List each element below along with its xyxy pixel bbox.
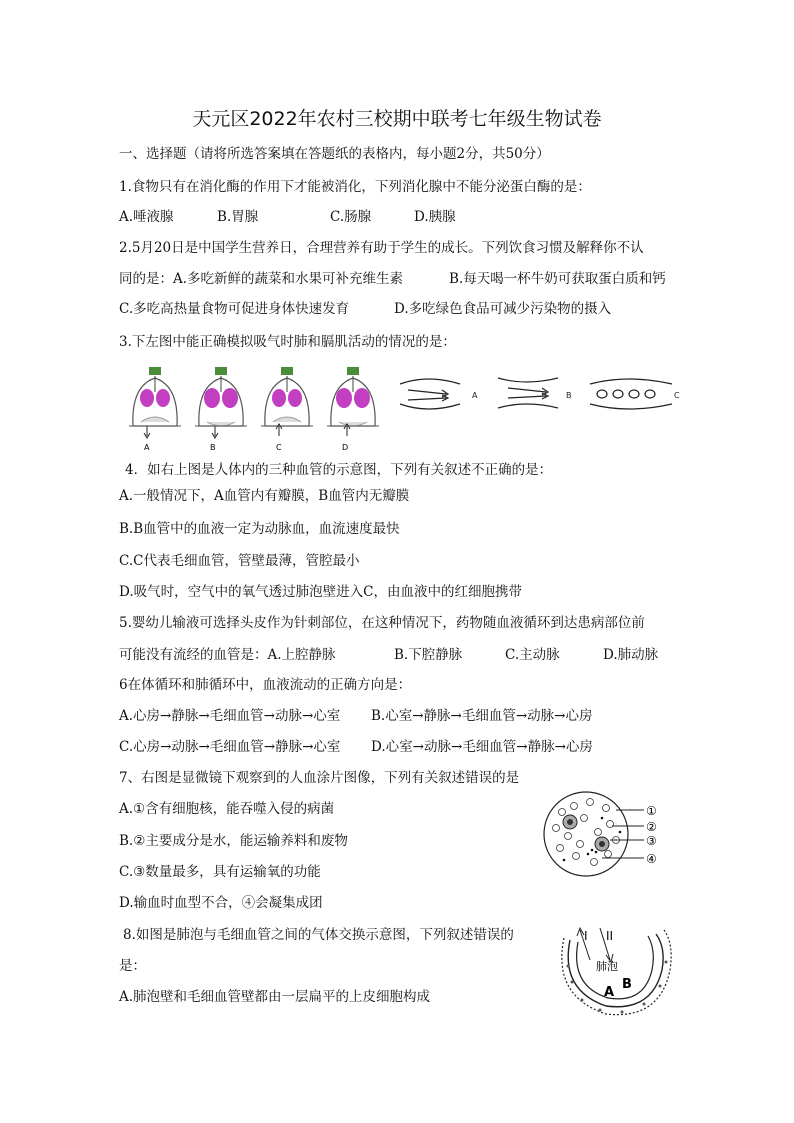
label-alveolus: 肺泡 <box>596 960 618 973</box>
q6-stem: 6在体循环和肺循环中，血液流动的正确方向是： <box>119 677 412 693</box>
q5-stem-2 <box>119 646 658 664</box>
label-4: ④ <box>646 852 657 866</box>
q6-options-cd <box>119 738 593 756</box>
bell-jar-model-c <box>261 367 313 452</box>
q1-option-a: A.唾液腺 <box>119 209 174 225</box>
bell-jar-model-a <box>129 367 181 452</box>
q2-stem-2 <box>119 270 666 288</box>
q8-stem-1: 8.如图是肺泡与毛细血管之间的气体交换示意图，下列叙述错误的 <box>123 927 514 943</box>
q2-option-b: B.每天喝一杯牛奶可获取蛋白质和钙 <box>449 271 666 287</box>
q7-stem: 7、右图是显微镜下观察到的人血涂片图像，下列有关叙述错误的是 <box>119 770 520 786</box>
label-a: A <box>604 985 615 1000</box>
q3-stem: 3.下左图中能正确模拟吸气时肺和膈肌活动的情况的是： <box>119 334 456 350</box>
vessel-b-label: B <box>566 391 572 400</box>
q4-option-c: C.C代表毛细血管，管壁最薄，管腔最小 <box>119 553 360 569</box>
section-heading: 一、选择题（请将所选答案填在答题纸的表格内，每小题2分，共50分） <box>119 146 550 162</box>
q2-option-c: C.多吃高热量食物可促进身体快速发育 <box>119 301 350 317</box>
q1-options <box>119 208 456 226</box>
q4-option-b: B.B血管中的血液一定为动脉血，血流速度最快 <box>119 521 400 537</box>
q8-option-a: A.肺泡壁和毛细血管壁都由一层扁平的上皮细胞构成 <box>119 989 431 1005</box>
model-a-label: A <box>144 443 150 452</box>
q6-option-d: D.心室→动脉→毛细血管→静脉→心房 <box>371 739 593 755</box>
label-2: ② <box>646 820 657 834</box>
vessel-b <box>498 378 572 408</box>
model-d-label: D <box>342 443 349 452</box>
q5-option-a: 可能没有流经的血管是：A.上腔静脉 <box>119 647 336 663</box>
bell-jar-lung-models-figure <box>127 364 387 454</box>
q1-option-d: D.胰腺 <box>414 209 456 225</box>
q2-options-cd <box>119 300 611 318</box>
vessel-a-label: A <box>472 391 478 400</box>
q6-option-c: C.心房→动脉→毛细血管→静脉→心室 <box>119 739 341 755</box>
q1-stem: 1.食物只有在消化酶的作用下才能被消化，下列消化腺中不能分泌蛋白酶的是： <box>119 179 591 195</box>
q5-option-c: C.主动脉 <box>505 647 560 663</box>
q2-option-d: D.多吃绿色食品可减少污染物的摄入 <box>394 301 612 317</box>
model-c-label: C <box>276 443 282 452</box>
q2-stem-1: 2.5月20日是中国学生营养日，合理营养有助于学生的成长。下列饮食习惯及解释你不认 <box>119 240 644 256</box>
label-3: ③ <box>646 834 657 848</box>
vessel-c <box>590 379 680 409</box>
q5-stem-1: 5.婴幼儿输液可选择头皮作为针刺部位，在这种情况下，药物随血液循环到达患病部位前 <box>119 615 645 631</box>
q7-option-d: D.输血时血型不合，④会凝集成团 <box>119 895 323 911</box>
bell-jar-model-d <box>327 367 379 452</box>
model-b-label: B <box>210 443 216 452</box>
blood-smear-figure <box>540 788 690 878</box>
q6-option-a: A.心房→静脉→毛细血管→动脉→心室 <box>119 708 341 724</box>
vessel-c-label: C <box>674 391 680 400</box>
q4-stem: 4．如右上图是人体内的三种血管的示意图，下列有关叙述不正确的是： <box>125 462 553 478</box>
q7-option-a: A.①含有细胞核，能吞噬入侵的病菌 <box>119 801 335 817</box>
label-ii: II <box>606 929 614 943</box>
q7-option-c: C.③数量最多，具有运输氧的功能 <box>119 864 321 880</box>
q4-option-d: D.吸气时，空气中的氧气透过肺泡壁进入C，由血液中的红细胞携带 <box>119 584 522 600</box>
q2-option-a: 同的是：A.多吃新鲜的蔬菜和水果可补充维生素 <box>119 271 404 287</box>
q1-option-c: C.肠腺 <box>330 209 372 225</box>
vessel-a <box>400 379 478 409</box>
q5-option-d: D.肺动脉 <box>603 647 659 663</box>
label-b: B <box>622 977 632 992</box>
q8-stem-2: 是： <box>119 958 146 974</box>
exam-title: 天元区2022年农村三校期中联考七年级生物试卷 <box>192 108 602 130</box>
alveolus-capillary-figure <box>556 920 676 1020</box>
label-1: ① <box>646 804 657 818</box>
q6-option-b: B.心室→静脉→毛细血管→动脉→心房 <box>371 708 593 724</box>
q5-option-b: B.下腔静脉 <box>394 647 463 663</box>
q4-option-a: A.一般情况下，A血管内有瓣膜，B血管内无瓣膜 <box>119 488 410 504</box>
q1-option-b: B.胃腺 <box>217 209 259 225</box>
q6-options-ab <box>119 707 592 725</box>
blood-vessels-figure <box>398 370 688 420</box>
label-i: I <box>584 929 588 943</box>
bell-jar-model-b <box>195 367 247 452</box>
q7-option-b: B.②主要成分是水，能运输养料和废物 <box>119 833 348 849</box>
